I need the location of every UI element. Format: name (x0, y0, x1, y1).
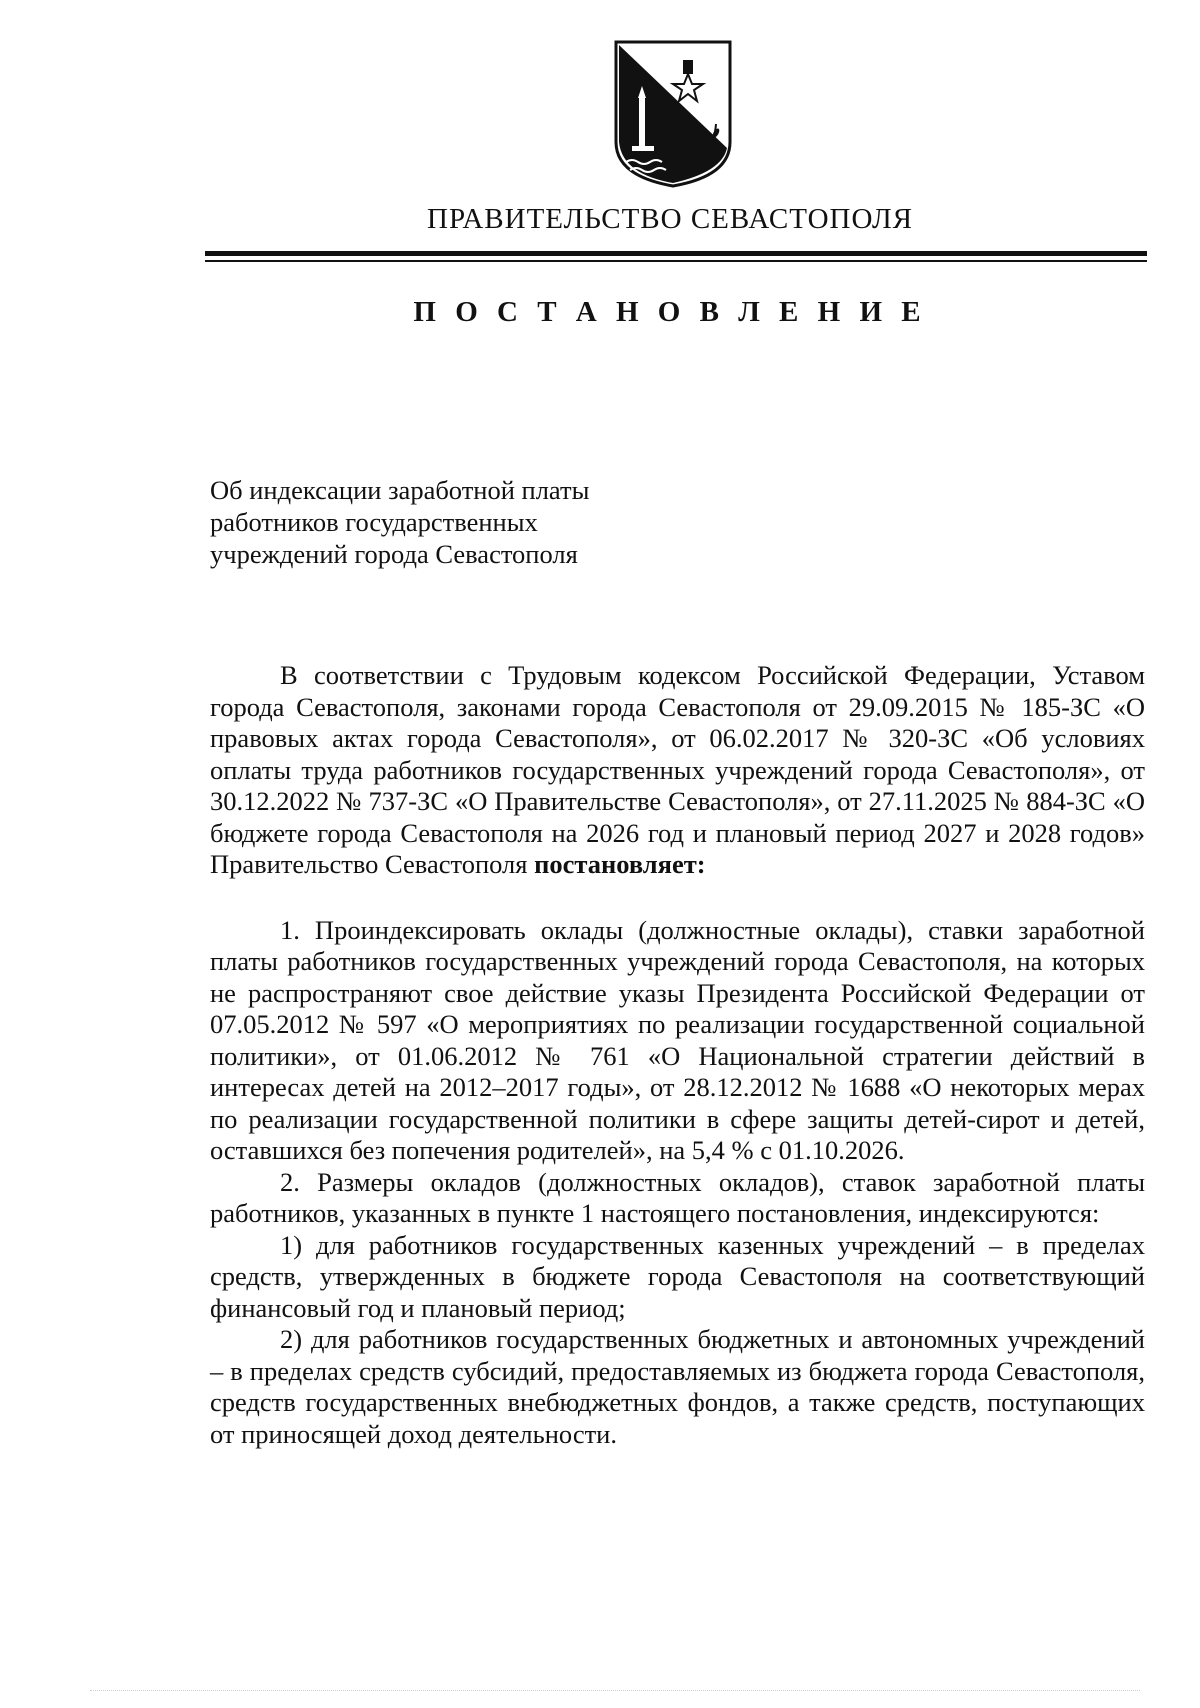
clause-1: 1. Проиндексировать оклады (должностные оклады), ставки заработной платы работников государственных учреждений города Севастополя, на которых не распространяют свое действие указы Президента Российской Федерации от 07.05.2012 № 597 «О мероприятиях по реализации государственной социальной политики», от 01.06.2012 № 761 «О Национальной стратегии действий в интересах детей на 2012–2017 годы», от 28.12.2012 № 1688 «О некоторых мерах по реализации государственной политики в сфере защиты детей-сирот и детей, оставшихся без попечения родителей», на 5,4 % с 01.10.2026. (210, 914, 1145, 1165)
document-type-title: П О С Т А Н О В Л Е Н И Е (413, 296, 927, 328)
subject-line: учреждений города Севастополя (210, 539, 578, 569)
document-subject (210, 474, 770, 570)
authority-name: ПРАВИТЕЛЬСТВО СЕВАСТОПОЛЯ (427, 203, 913, 235)
preamble-paragraph (210, 660, 1145, 881)
subject-line: работников государственных (210, 507, 538, 537)
clause-2-subitem-2: 2) для работников государственных бюджетных и автономных учреждений – в пределах средств субсидий, предоставляемых из бюджета города Севастополя, средств государственных внебюджетных фондов, а также средств, поступающих от приносящей доход деятельности. (210, 1324, 1145, 1449)
document-body (210, 660, 1145, 1450)
preamble-text: В соответствии с Трудовым кодексом Российской Федерации, Уставом города Севастополя, законами города Севастополя от 29.09.2015 № 185-ЗС «О правовых актах города Севастополя», от 06.02.2017 № 320-ЗС «Об условиях оплаты труда работников государственных учреждений города Севастополя», от 30.12.2022 № 737-ЗС «О Правительстве Севастополя», от 27.11.2025 № 884-ЗС «О бюджете города Севастополя на 2026 год и плановый период 2027 и 2028 годов» Правительство Севастополя (210, 660, 1145, 879)
page-bottom-edge (90, 1690, 1140, 1692)
clause-2: 2. Размеры окладов (должностных окладов), ставок заработной платы работников, указанных в пункте 1 настоящего постановления, индексируются: (210, 1166, 1145, 1228)
resolves-keyword: постановляет: (534, 849, 706, 879)
header-rule-thin (205, 260, 1147, 262)
header-rule-thick (205, 251, 1147, 256)
coat-of-arms-icon (610, 38, 736, 188)
clause-2-subitem-1: 1) для работников государственных казенных учреждений – в пределах средств, утвержденных в бюджете города Севастополя на соответствующий финансовый год и плановый период; (210, 1229, 1145, 1323)
subject-line: Об индексации заработной платы (210, 475, 590, 505)
